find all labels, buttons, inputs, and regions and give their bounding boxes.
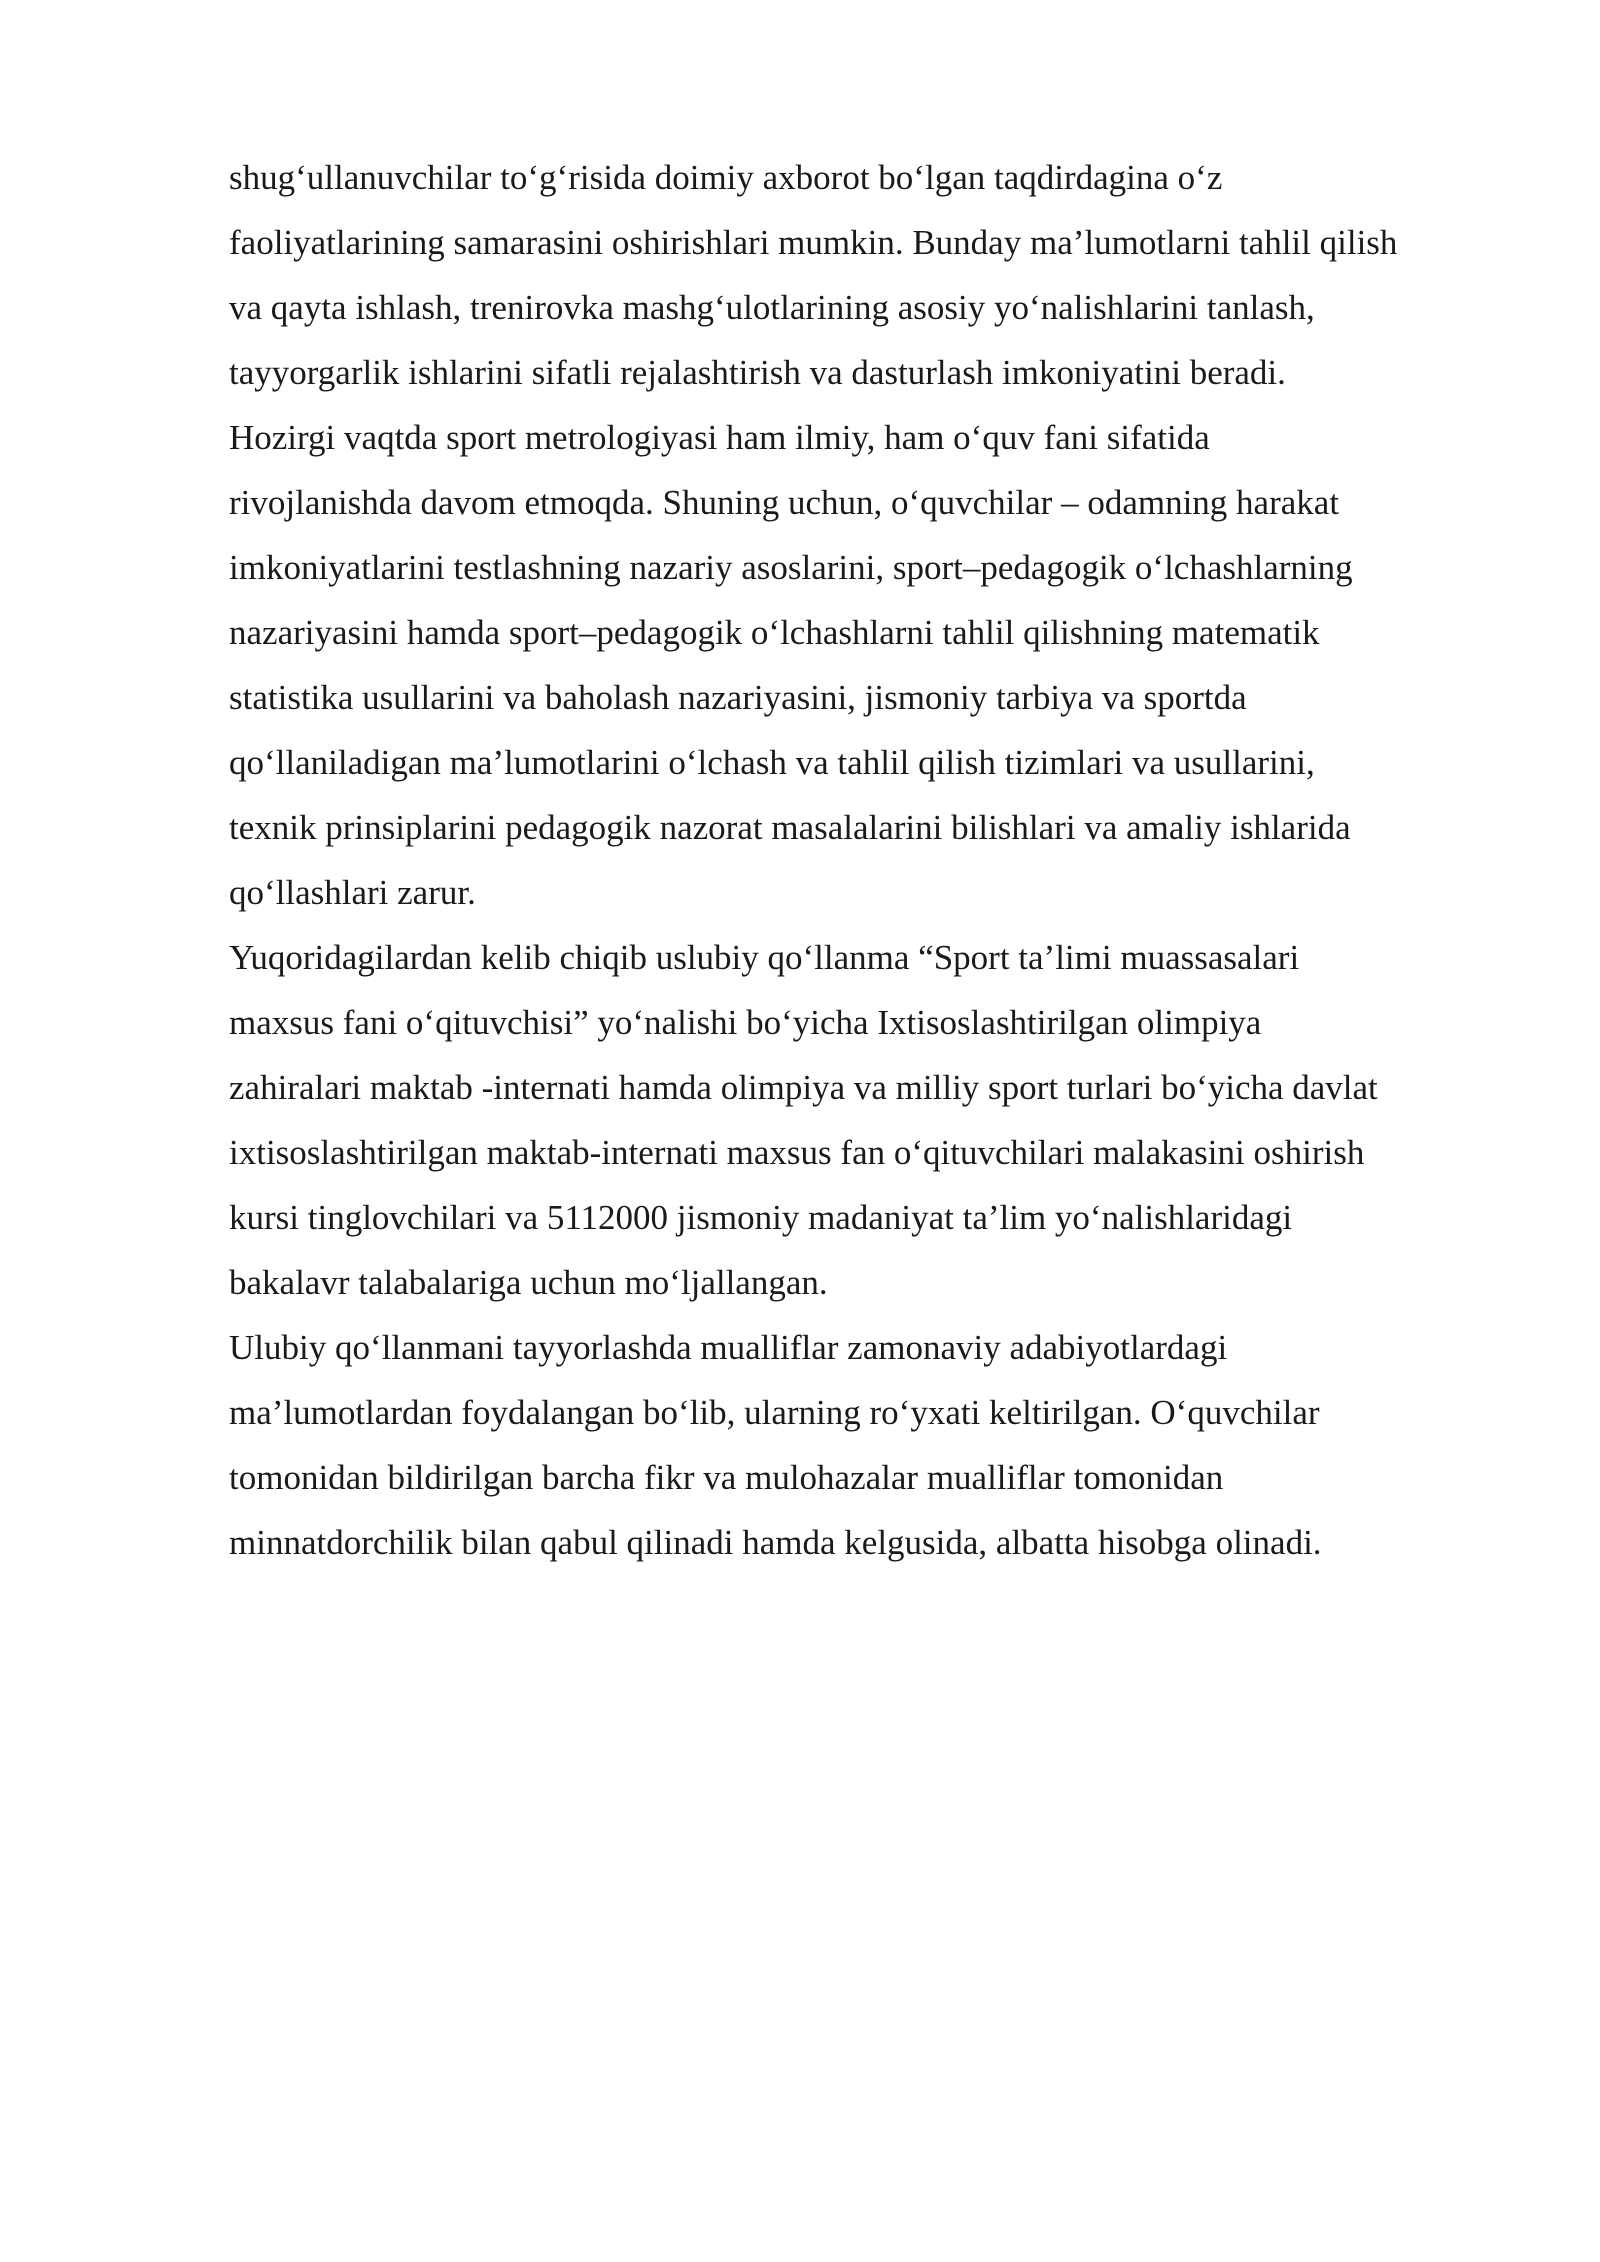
body-text [229,145,1569,1575]
text-line: ixtisoslashtirilgan maktab-internati maxsus fan o‘qituvchilari malakasini oshirish [229,1133,1365,1172]
text-line: tayyorgarlik ishlarini sifatli rejalashtirish va dasturlash imkoniyatini beradi. [229,353,1286,392]
text-line: Yuqoridagilardan kelib chiqib uslubiy qo‘llanma “Sport ta’limi muassasalari [229,938,1300,977]
text-line: Hozirgi vaqtda sport metrologiyasi ham ilmiy, ham o‘quv fani sifatida [229,418,1210,457]
text-line: qo‘llaniladigan ma’lumotlarini o‘lchash va tahlil qilish tizimlari va usullarini, [229,743,1315,782]
text-line: zahiralari maktab -internati hamda olimpiya va milliy sport turlari bo‘yicha davlat [229,1068,1378,1107]
text-line: nazariyasini hamda sport–pedagogik o‘lchashlarni tahlil qilishning matematik [229,613,1320,652]
text-line: kursi tinglovchilari va 5112000 jismoniy madaniyat ta’lim yo‘nalishlaridagi [229,1198,1293,1237]
text-line: maxsus fani o‘qituvchisi” yo‘nalishi bo‘yicha Ixtisoslashtirilgan olimpiya [229,1003,1262,1042]
text-line: bakalavr talabalariga uchun mo‘ljallangan. [229,1263,828,1302]
text-line: shug‘ullanuvchilar to‘g‘risida doimiy axborot bo‘lgan taqdirdagina o‘z [229,158,1223,197]
text-line: texnik prinsiplarini pedagogik nazorat masalalarini bilishlari va amaliy ishlarida [229,808,1351,847]
text-line: Ulubiy qo‘llanmani tayyorlashda mualliflar zamonaviy adabiyotlardagi [229,1328,1228,1367]
text-line: rivojlanishda davom etmoqda. Shuning uchun, o‘quvchilar – odamning harakat [229,483,1340,522]
text-line: minnatdorchilik bilan qabul qilinadi hamda kelgusida, albatta hisobga olinadi. [229,1523,1322,1562]
text-line: qo‘llashlari zarur. [229,873,476,912]
text-line: ma’lumotlardan foydalangan bo‘lib, ularning ro‘yxati keltirilgan. O‘quvchilar [229,1393,1320,1432]
text-line: va qayta ishlash, trenirovka mashg‘ulotlarining asosiy yo‘nalishlarini tanlash, [229,288,1315,327]
text-line: tomonidan bildirilgan barcha fikr va mulohazalar mualliflar tomonidan [229,1458,1224,1497]
text-line: faoliyatlarining samarasini oshirishlari mumkin. Bunday ma’lumotlarni tahlil qilish [229,223,1398,262]
text-line: statistika usullarini va baholash nazariyasini, jismoniy tarbiya va sportda [229,678,1247,717]
text-line: imkoniyatlarini testlashning nazariy asoslarini, sport–pedagogik o‘lchashlarning [229,548,1353,587]
